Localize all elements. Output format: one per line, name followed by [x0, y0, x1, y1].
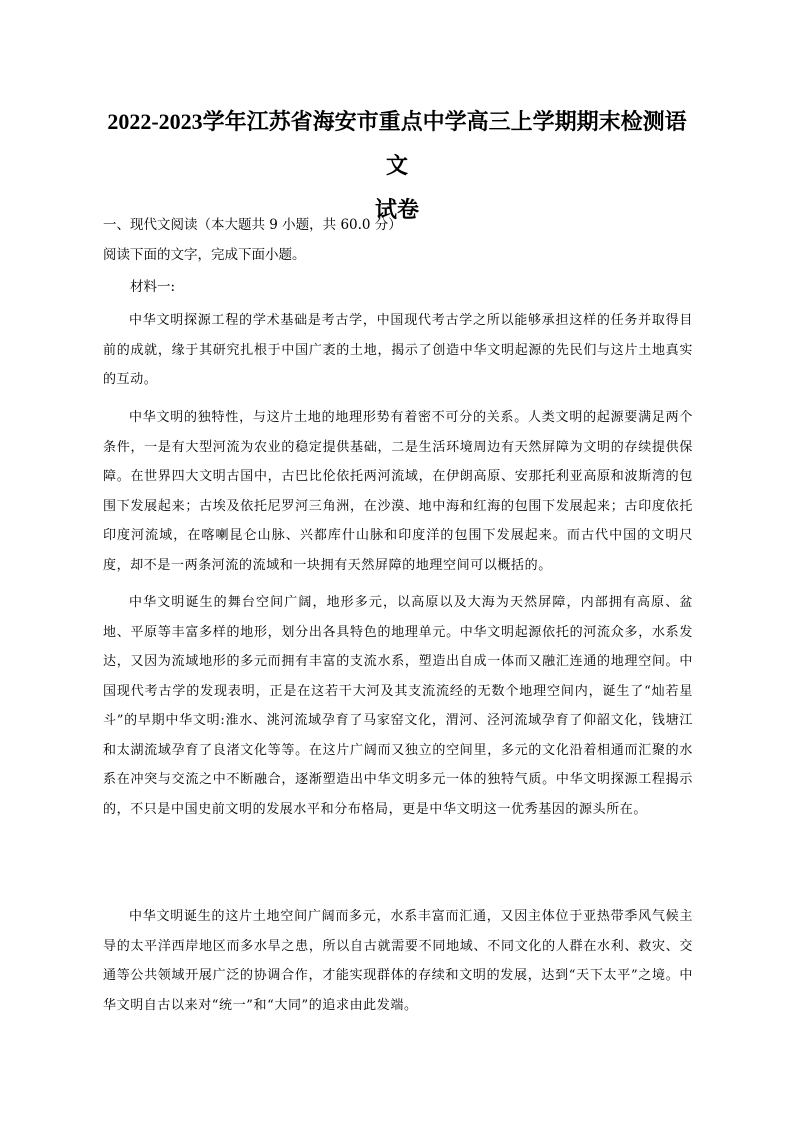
- reading-instruction: 阅读下面的文字，完成下面小题。: [103, 247, 306, 263]
- title-line-1: 2022-2023学年江苏省海安市重点中学高三上学期期末检测语文: [107, 109, 687, 178]
- document-title: [100, 100, 694, 232]
- body-paragraph-1: 中华文明探源工程的学术基础是考古学，中国现代考古学之所以能够承担这样的任务并取得目前的成就，缘于其研究扎根于中国广袤的土地，揭示了创造中华文明起源的先民们与这片土地真实的互动。: [103, 313, 693, 387]
- material-label: 材料一:: [130, 279, 176, 295]
- section-heading: 一、现代文阅读（本大题共 9 小题，共 60.0 分）: [103, 217, 402, 233]
- title-line-2: 试卷: [374, 197, 419, 222]
- body-paragraph-4: 中华文明诞生的这片土地空间广阔而多元，水系丰富而汇通，又因主体位于亚热带季风气候主导的太平洋西岸地区而多水旱之患，所以自古就需要不同地域、不同文化的人群在水利、救灾、交通等公共领域开展广泛的协调合作，才能实现群体的存续和文明的发展，达到“天下太平”之境。中华文明自古以来对“统一”和“大同”的追求由此发端。: [103, 909, 693, 1013]
- body-paragraph-2: 中华文明的独特性，与这片土地的地理形势有着密不可分的关系。人类文明的起源要满足两个条件，一是有大型河流为农业的稳定提供基础，二是生活环境周边有天然屏障为文明的存续提供保障。在世界四大文明古国中，古巴比伦依托两河流域，在伊朗高原、安那托利亚高原和波斯湾的包围下发展起来；古埃及依托尼罗河三角洲，在沙漠、地中海和红海的包围下发展起来；古印度依托印度河流域，在喀喇昆仑山脉、兴都库什山脉和印度洋的包围下发展起来。而古代中国的文明尺度，却不是一两条河流的流域和一块拥有天然屏障的地理空间可以概括的。: [103, 410, 693, 573]
- body-paragraph-3: 中华文明诞生的舞台空间广阔，地形多元，以高原以及大海为天然屏障，内部拥有高原、盆地、平原等丰富多样的地形，划分出各具特色的地理单元。中华文明起源依托的河流众多，水系发达，又因为流域地形的多元而拥有丰富的支流水系，塑造出自成一体而又融汇连通的地理空间。中国现代考古学的发现表明，正是在这若干大河及其支流流经的无数个地理空间内，诞生了“灿若星斗”的早期中华文明:淮水、洮河流域孕育了马家窑文化，渭河、泾河流域孕育了仰韶文化，钱塘江和太湖流域孕育了良渚文化等等。在这片广阔而又独立的空间里，多元的文化沿着相通而汇聚的水系在冲突与交流之中不断融合，逐渐塑造出中华文明多元一体的独特气质。中华文明探源工程揭示的，不只是中国史前文明的发展水平和分布格局，更是中华文明这一优秀基因的源头所在。: [103, 595, 693, 817]
